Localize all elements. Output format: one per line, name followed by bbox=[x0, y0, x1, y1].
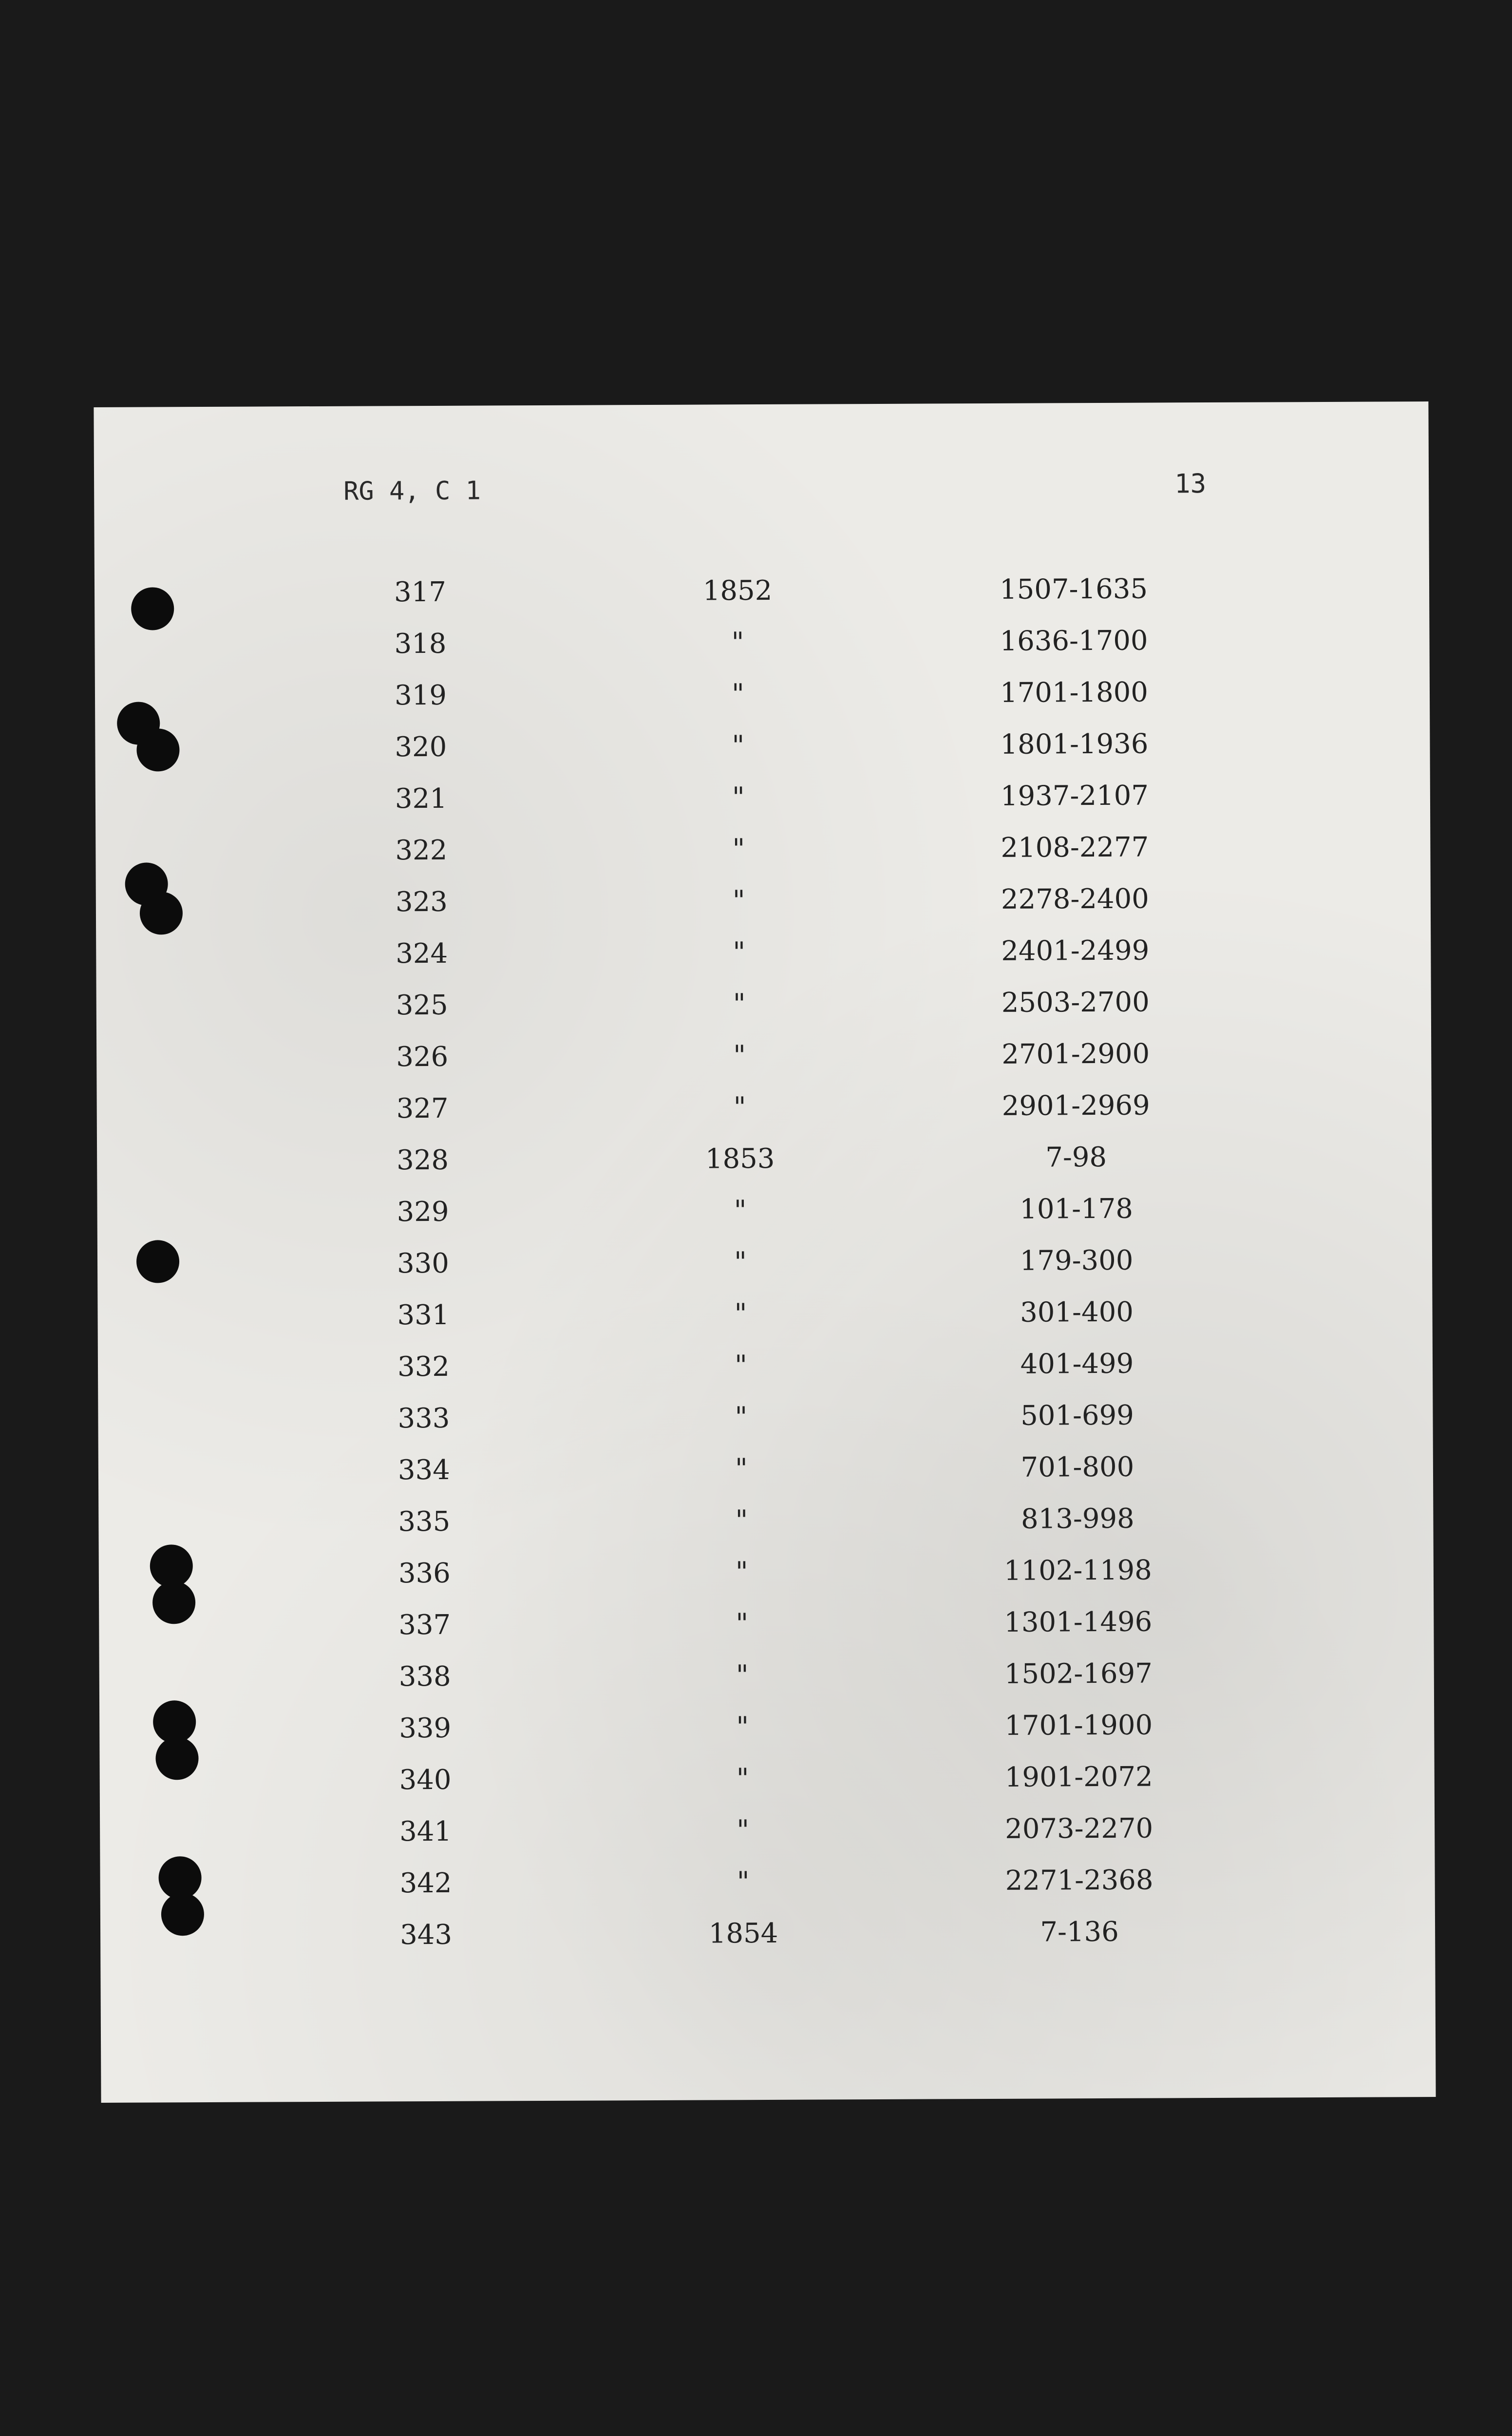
year-cell: " bbox=[734, 1246, 747, 1278]
volume-cell: 330 bbox=[397, 1247, 450, 1280]
range-cell: 2701-2900 bbox=[1002, 1038, 1150, 1070]
volume-cell: 336 bbox=[398, 1557, 451, 1590]
year-cell: " bbox=[731, 678, 745, 710]
volume-cell: 335 bbox=[398, 1505, 451, 1538]
year-cell: " bbox=[736, 1763, 749, 1795]
year-cell: " bbox=[733, 1091, 746, 1123]
year-cell: " bbox=[735, 1504, 748, 1537]
table-row bbox=[98, 1502, 1433, 1556]
table-row bbox=[99, 1553, 1434, 1608]
reference-heading: RG 4, C 1 bbox=[343, 476, 481, 506]
page-number: 13 bbox=[1174, 468, 1207, 499]
range-cell: 1636-1700 bbox=[1000, 625, 1148, 657]
volume-cell: 333 bbox=[397, 1402, 450, 1435]
table-row bbox=[94, 624, 1429, 678]
volume-cell: 323 bbox=[395, 886, 448, 918]
year-cell: " bbox=[732, 730, 745, 762]
range-cell: 101-178 bbox=[1020, 1193, 1134, 1225]
range-cell: 501-699 bbox=[1020, 1399, 1134, 1432]
volume-cell: 338 bbox=[398, 1660, 451, 1693]
volume-cell: 322 bbox=[395, 834, 448, 867]
year-cell: " bbox=[735, 1556, 748, 1588]
range-cell: 2401-2499 bbox=[1001, 934, 1150, 967]
volume-cell: 337 bbox=[398, 1609, 451, 1641]
table-row bbox=[99, 1708, 1434, 1763]
table-row bbox=[99, 1656, 1434, 1711]
range-cell: 701-800 bbox=[1021, 1451, 1134, 1484]
table-row bbox=[97, 1192, 1432, 1246]
volume-cell: 319 bbox=[394, 679, 447, 712]
table-row bbox=[98, 1347, 1433, 1401]
table-row bbox=[96, 985, 1431, 1040]
index-table bbox=[94, 401, 1436, 2103]
volume-cell: 340 bbox=[399, 1764, 452, 1796]
year-cell: " bbox=[733, 936, 746, 969]
volume-cell: 321 bbox=[395, 782, 447, 815]
table-row bbox=[95, 779, 1430, 833]
volume-cell: 327 bbox=[396, 1092, 449, 1125]
volume-cell: 331 bbox=[397, 1299, 450, 1332]
year-cell: " bbox=[734, 1298, 747, 1330]
range-cell: 301-400 bbox=[1020, 1296, 1134, 1329]
year-cell: " bbox=[735, 1401, 748, 1433]
range-cell: 2073-2270 bbox=[1005, 1812, 1153, 1845]
range-cell: 1701-1800 bbox=[1000, 676, 1149, 709]
volume-cell: 320 bbox=[395, 731, 447, 763]
volume-cell: 341 bbox=[399, 1815, 452, 1848]
volume-cell: 334 bbox=[397, 1454, 450, 1486]
year-cell: " bbox=[732, 833, 745, 865]
range-cell: 7-98 bbox=[1045, 1141, 1107, 1174]
year-cell: " bbox=[737, 1866, 750, 1898]
year-cell: " bbox=[731, 627, 744, 659]
year-cell: " bbox=[736, 1659, 749, 1692]
year-cell: " bbox=[732, 781, 745, 814]
table-row bbox=[97, 1088, 1432, 1143]
table-row bbox=[97, 1140, 1432, 1195]
table-row bbox=[98, 1450, 1433, 1504]
table-row bbox=[96, 933, 1431, 988]
year-cell: " bbox=[735, 1453, 748, 1485]
year-cell: " bbox=[733, 988, 746, 1020]
table-row bbox=[100, 1863, 1435, 1918]
year-cell: " bbox=[736, 1711, 749, 1743]
year-cell: " bbox=[734, 1195, 747, 1227]
volume-cell: 342 bbox=[399, 1867, 452, 1900]
volume-cell: 317 bbox=[394, 576, 447, 609]
range-cell: 813-998 bbox=[1021, 1503, 1134, 1535]
table-row bbox=[96, 1037, 1431, 1091]
year-cell: 1854 bbox=[708, 1917, 778, 1950]
range-cell: 1502-1697 bbox=[1004, 1657, 1153, 1690]
volume-cell: 332 bbox=[397, 1351, 450, 1383]
range-cell: 1102-1198 bbox=[1003, 1554, 1152, 1587]
table-row bbox=[95, 675, 1430, 730]
range-cell: 179-300 bbox=[1020, 1244, 1134, 1277]
volume-cell: 343 bbox=[399, 1919, 453, 1951]
range-cell: 2503-2700 bbox=[1001, 986, 1150, 1019]
table-row bbox=[100, 1915, 1435, 1969]
table-row bbox=[94, 572, 1429, 627]
table-row bbox=[99, 1605, 1434, 1659]
volume-cell: 328 bbox=[397, 1144, 449, 1177]
table-row bbox=[100, 1760, 1435, 1814]
year-cell: 1852 bbox=[702, 574, 773, 607]
range-cell: 1937-2107 bbox=[1000, 780, 1149, 812]
range-cell: 2108-2277 bbox=[1001, 831, 1149, 864]
volume-cell: 324 bbox=[396, 937, 448, 970]
table-row bbox=[96, 882, 1431, 936]
table-row bbox=[95, 727, 1430, 781]
table-row bbox=[100, 1811, 1435, 1866]
year-cell: " bbox=[736, 1608, 749, 1640]
range-cell: 1701-1900 bbox=[1004, 1709, 1153, 1742]
document-page bbox=[94, 401, 1436, 2103]
year-cell: " bbox=[733, 1040, 746, 1072]
range-cell: 1901-2072 bbox=[1004, 1761, 1153, 1793]
range-cell: 1801-1936 bbox=[1000, 728, 1149, 761]
year-cell: " bbox=[734, 1350, 748, 1382]
volume-cell: 329 bbox=[397, 1196, 449, 1228]
volume-cell: 325 bbox=[396, 989, 448, 1022]
volume-cell: 326 bbox=[396, 1041, 449, 1073]
range-cell: 7-136 bbox=[1040, 1916, 1119, 1948]
year-cell: " bbox=[737, 1814, 750, 1846]
range-cell: 1507-1635 bbox=[999, 573, 1148, 606]
volume-cell: 339 bbox=[399, 1712, 452, 1745]
year-cell: 1853 bbox=[705, 1142, 775, 1175]
table-row bbox=[97, 1243, 1432, 1298]
range-cell: 2271-2368 bbox=[1005, 1864, 1153, 1897]
table-row bbox=[97, 1295, 1432, 1350]
table-row bbox=[98, 1398, 1433, 1453]
table-row bbox=[95, 830, 1430, 885]
range-cell: 2901-2969 bbox=[1002, 1089, 1150, 1122]
range-cell: 1301-1496 bbox=[1004, 1606, 1153, 1638]
range-cell: 2278-2400 bbox=[1001, 883, 1149, 915]
year-cell: " bbox=[732, 885, 745, 917]
range-cell: 401-499 bbox=[1020, 1348, 1134, 1380]
volume-cell: 318 bbox=[394, 628, 447, 660]
